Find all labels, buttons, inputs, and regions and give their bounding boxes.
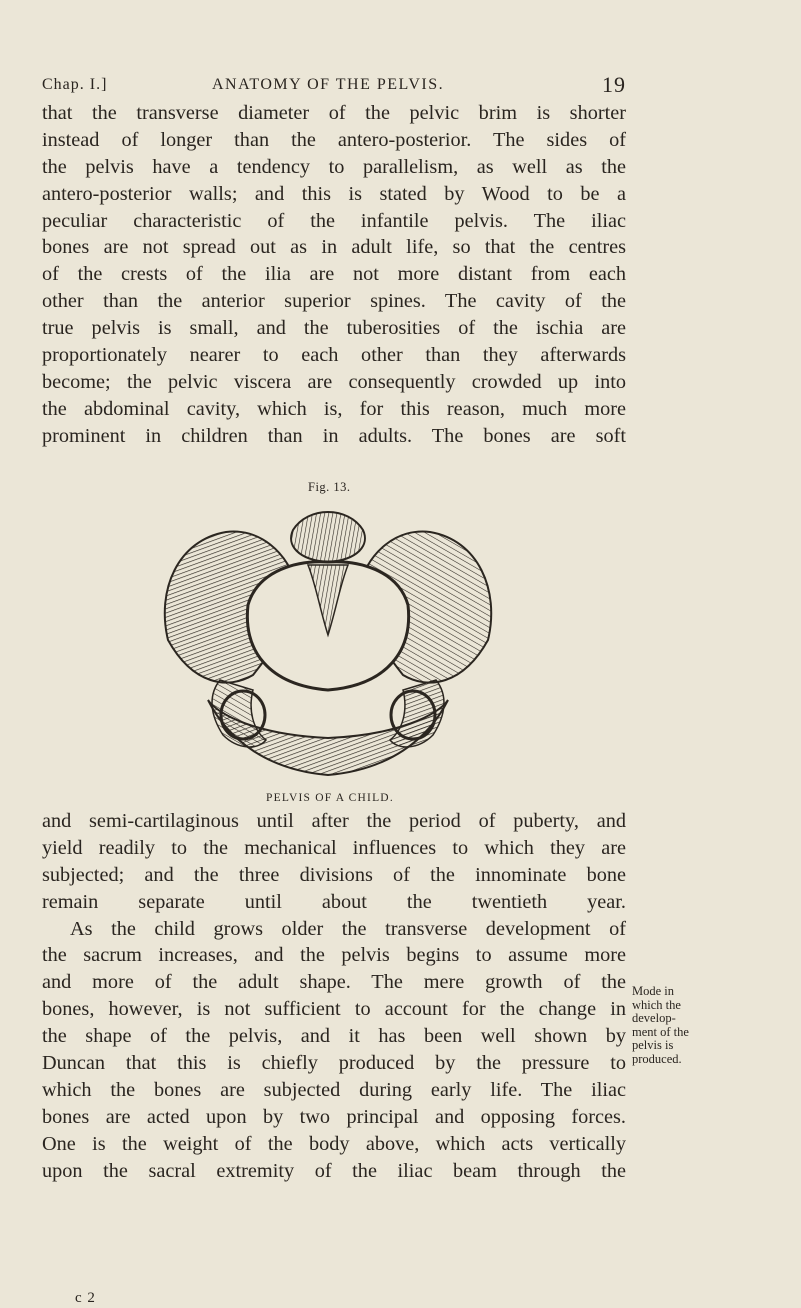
- pelvis-engraving: [148, 500, 508, 782]
- text-line: the abdominal cavity, which is, for this reason, much more: [42, 397, 626, 420]
- text-line: One is the weight of the body above, which acts vertically: [42, 1132, 626, 1155]
- text-line: and semi-cartilaginous until after the period of puberty, and: [42, 810, 626, 832]
- text-line: the pelvis have a tendency to parallelism, as well as the: [42, 155, 626, 178]
- margin-note-line: produced.: [632, 1051, 682, 1066]
- text-line: instead of longer than the antero-posterior. The sides of: [42, 128, 626, 151]
- margin-note-line: pelvis is: [632, 1038, 674, 1052]
- text-line: which the bones are subjected during early life. The iliac: [42, 1078, 626, 1101]
- text-line: true pelvis is small, and the tuberosities of the ischia are: [42, 317, 626, 340]
- text-line: bones are not spread out as in adult life, so that the centres: [42, 236, 626, 259]
- text-line: bones, however, is not sufficient to account for the change in: [42, 998, 626, 1021]
- text-line: proportionately nearer to each other than they afterwards: [42, 344, 626, 367]
- text-line: other than the anterior superior spines. The cavity of the: [42, 290, 626, 313]
- text-line: yield readily to the mechanical influences to which they are: [42, 836, 626, 859]
- signature-mark: c 2: [75, 1290, 96, 1306]
- paragraph-2: [42, 808, 626, 1184]
- text-line: upon the sacral extremity of the iliac beam through the: [42, 1159, 626, 1182]
- margin-note: [632, 985, 708, 1066]
- margin-note-line: Mode in: [632, 984, 675, 998]
- text-line: Duncan that this is chiefly produced by the pressure to: [42, 1052, 626, 1075]
- text-line: prominent in children than in adults. The bones are soft: [42, 424, 626, 447]
- text-line: remain separate until about the twentieth year.: [42, 890, 626, 913]
- page-number: 19: [602, 72, 626, 97]
- chapter-label: Chap. I.]: [42, 76, 108, 93]
- figure-caption: PELVIS OF A CHILD.: [266, 792, 394, 804]
- running-title: ANATOMY OF THE PELVIS.: [212, 76, 445, 93]
- margin-note-line: develop-: [632, 1011, 676, 1025]
- margin-note-line: which the: [632, 997, 681, 1012]
- text-line: bones are acted upon by two principal and opposing forces.: [42, 1105, 626, 1128]
- text-line: peculiar characteristic of the infantile pelvis. The iliac: [42, 209, 626, 232]
- text-line: of the crests of the ilia are not more distant from each: [42, 263, 626, 286]
- text-line: As the child grows older the transverse development of: [70, 917, 626, 940]
- paragraph-1: [42, 100, 626, 450]
- text-line: and more of the adult shape. The mere growth of the: [42, 971, 626, 994]
- text-line: that the transverse diameter of the pelvic brim is shorter: [42, 102, 626, 124]
- text-line: become; the pelvic viscera are consequently crowded up into: [42, 370, 626, 393]
- pelvis-illustration: [148, 500, 508, 782]
- text-line: subjected; and the three divisions of the innominate bone: [42, 863, 626, 886]
- figure-label: Fig. 13.: [308, 480, 351, 494]
- margin-note-line: ment of the: [632, 1024, 689, 1039]
- text-line: the sacrum increases, and the pelvis begins to assume more: [42, 944, 626, 967]
- text-line: the shape of the pelvis, and it has been well shown by: [42, 1025, 626, 1048]
- text-line: antero-posterior walls; and this is stated by Wood to be a: [42, 182, 626, 205]
